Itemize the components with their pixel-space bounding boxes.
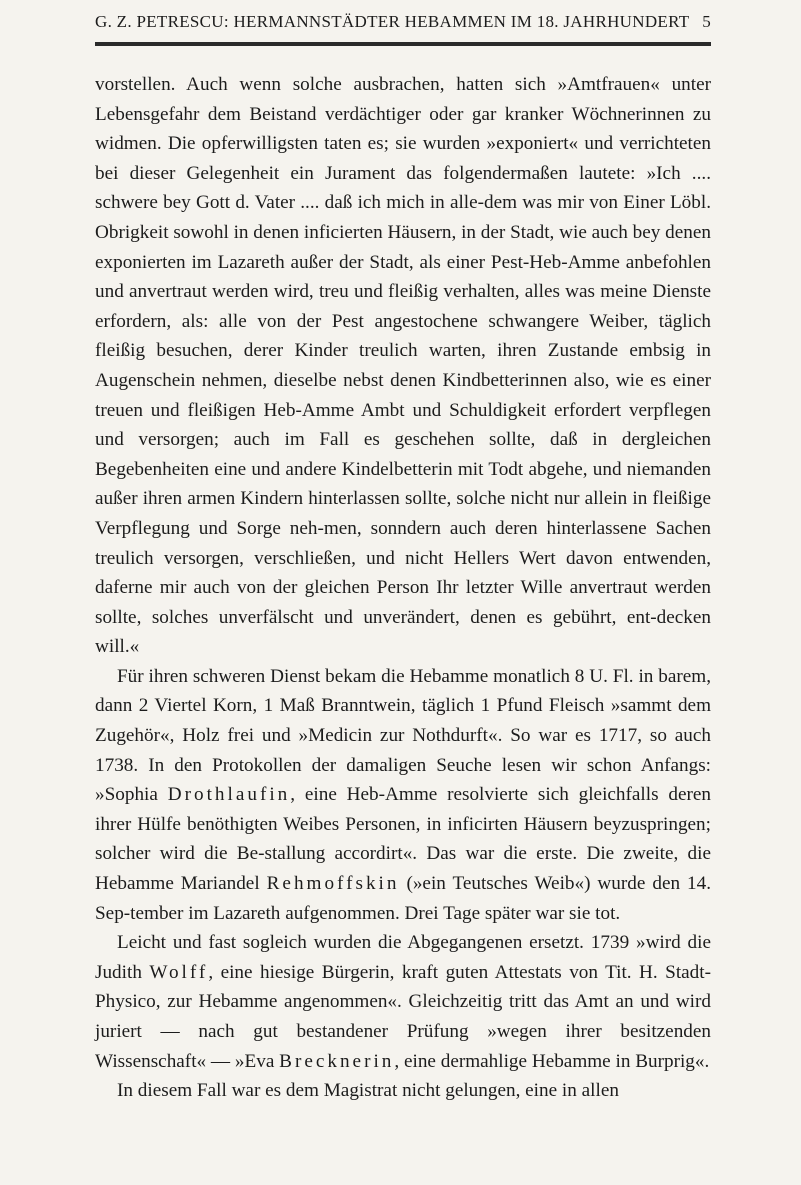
- spaced-name: Wolff: [149, 961, 209, 983]
- text-run: Leicht und fast sogleich wurden die Abgegangenen ersetzt. 1739 »wird die Judith: [95, 932, 711, 983]
- running-header: [95, 0, 711, 32]
- header-rule: [95, 42, 711, 46]
- body-text: [95, 70, 711, 1106]
- text-run: Für ihren schweren Dienst bekam die Hebamme monatlich 8 U. Fl. in barem, dann 2 Viertel Korn, 1 Maß Branntwein, täglich 1 Pfund Fleisch »sammt dem Zugehör«, Holz frei und »Medicin zur Nothdurft«. So war es 1717, so auch 1738. In den Protokollen der damaligen Seuche lesen wir schon Anfangs: »Sophia: [95, 665, 711, 806]
- text-run: , eine dermahlige Hebamme in Burprig«.: [394, 1050, 710, 1072]
- running-title: G. Z. PETRESCU: HERMANNSTÄDTER HEBAMMEN IM 18. JAHRHUNDERT: [95, 12, 690, 31]
- paragraph: [95, 928, 711, 1076]
- page-number: 5: [702, 12, 711, 31]
- text-run: , eine hiesige Bürgerin, kraft guten Attestats von Tit. H. Stadt-Physico, zur Hebamme angenommen«. Gleichzeitig tritt das Amt an und wird juriert — nach gut bestandener Prüfung »wegen ihrer besitzenden Wissenschaft« — »Eva: [95, 961, 711, 1072]
- paragraph: [95, 70, 711, 662]
- spaced-name: Rehmoffskin: [266, 873, 400, 895]
- text-run: (»ein Teutsches Weib«) wurde den 14. Sep-tember im Lazareth aufgenommen. Drei Tage später war sie tot.: [95, 873, 711, 924]
- text-run: vorstellen. Auch wenn solche ausbrachen, hatten sich »Amtfrauen« unter Lebensgefahr dem Beistand verdächtiger oder gar kranker Wöchnerinnen zu widmen. Die opferwilligsten taten es; sie wurden »exponiert« und verrichteten bei dieser Gelegenheit ein Jurament das folgendermaßen lautete: »Ich .... schwere bey Gott d. Vater .... daß ich mich in alle-dem was mir von Einer Löbl. Obrigkeit sowohl in denen inficierten Häusern, in der Stadt, wie auch bey denen exponierten im Lazareth außer der Stadt, als einer Pest-Heb-Amme anbefohlen und anvertraut werden wird, treu und fleißig verhalten, alles was meine Dienste erfordern, als: alle von der Pest angestochene schwangere Weiber, täglich fleißig besuchen, derer Kinder treulich warten, ihren Zustande embsig in Augenschein nehmen, dieselbe nebst denen Kindbetterinnen also, wie es einer treuen und fleißigen Heb-Amme Ambt und Schuldigkeit erfordert verpflegen und versorgen; auch im Fall es geschehen sollte, daß in dergleichen Begebenheiten eine und andere Kindelbetterin mit Todt abgehe, und niemanden außer ihren armen Kindern hinterlassen sollte, solche nicht nur allein in fleißige Verpflegung und Sorge neh-men, sonndern auch deren hinterlassene Sachen treulich versorgen, verschließen, und nicht Hellers Wert davon entwenden, daferne mir auch von der gleichen Person Ihr letzter Wille anvertraut werden sollte, solches unverfälscht und unverändert, denen es gebührt, ent-decken will.«: [95, 74, 711, 658]
- paragraph: [95, 1076, 711, 1106]
- spaced-name: Brecknerin: [279, 1050, 395, 1072]
- spaced-name: Drothlaufin: [167, 784, 291, 806]
- text-run: , eine Heb-Amme resolvierte sich gleichfalls deren ihrer Hülfe benöthigten Weibes Personen, in inficirten Häusern beyzuspringen; solcher wird die Be-stallung accordirt«. Das war die erste. Die zweite, die Hebamme Mariandel: [95, 784, 711, 895]
- paragraph: [95, 662, 711, 928]
- text-run: In diesem Fall war es dem Magistrat nicht gelungen, eine in allen: [117, 1080, 619, 1102]
